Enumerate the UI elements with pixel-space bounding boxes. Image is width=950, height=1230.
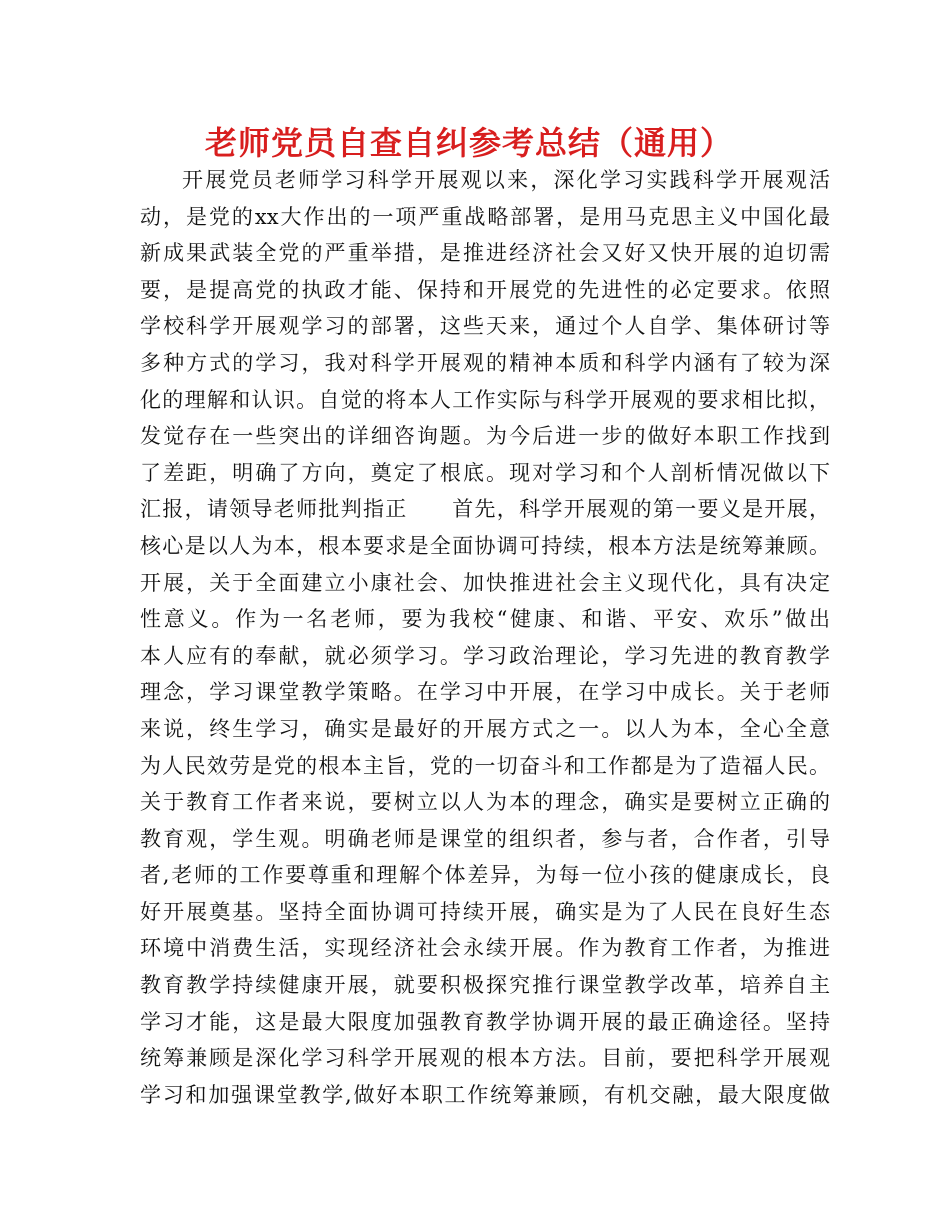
- body-line: 开展党员老师学习科学开展观以来，深化学习实践科学开展观活: [182, 168, 830, 192]
- body-line: 学校科学开展观学习的部署，这些天来，通过个人自学、集体研讨等: [140, 314, 830, 339]
- body-line: 者,老师的工作要尊重和理解个体差异，为每一位小孩的健康成长，良: [140, 863, 830, 888]
- body-line: 新成果武装全党的严重举措，是推进经济社会又好又快开展的迫切需: [140, 241, 830, 266]
- body-line: 了差距，明确了方向，奠定了根底。现对学习和个人剖析情况做以下: [140, 460, 830, 485]
- body-line: 开展，关于全面建立小康社会、加快推进社会主义现代化，具有决定: [140, 570, 830, 595]
- body-line: 关于教育工作者来说，要树立以人为本的理念，确实是要树立正确的: [140, 790, 830, 815]
- body-line: 教育观，学生观。明确老师是课堂的组织者，参与者，合作者，引导: [140, 826, 830, 851]
- document-title: 老师党员自查自纠参考总结（通用）: [204, 124, 733, 162]
- body-line: 核心是以人为本，根本要求是全面协调可持续，根本方法是统筹兼顾。: [140, 533, 830, 558]
- body-line: 汇报，请领导老师批判指正 首先，科学开展观的第一要义是开展，: [140, 497, 830, 522]
- body-line: 统筹兼顾是深化学习科学开展观的根本方法。目前，要把科学开展观: [140, 1046, 830, 1071]
- body-line: 性意义。作为一名老师，要为我校“健康、和谐、平安、欢乐”做出: [140, 607, 830, 632]
- body-line: 环境中消费生活，实现经济社会永续开展。作为教育工作者，为推进: [140, 936, 830, 961]
- body-line: 发觉存在一些突出的详细咨询题。为今后进一步的做好本职工作找到: [140, 424, 830, 449]
- body-line: 本人应有的奉献，就必须学习。学习政治理论，学习先进的教育教学: [140, 643, 830, 668]
- body-line: 动，是党的xx大作出的一项严重战略部署，是用马克思主义中国化最: [140, 204, 830, 229]
- body-line: 教育教学持续健康开展，就要积极探究推行课堂教学改革，培养自主: [140, 973, 830, 998]
- body-line: 为人民效劳是党的根本主旨，党的一切奋斗和工作都是为了造福人民。: [140, 753, 830, 778]
- body-line: 要，是提高党的执政才能、保持和开展党的先进性的必定要求。依照: [140, 277, 830, 302]
- body-line: 来说，终生学习，确实是最好的开展方式之一。以人为本，全心全意: [140, 716, 830, 741]
- document-body: [140, 162, 830, 1113]
- body-line: 多种方式的学习，我对科学开展观的精神本质和科学内涵有了较为深: [140, 350, 830, 375]
- body-line: 化的理解和认识。自觉的将本人工作实际与科学开展观的要求相比拟，: [140, 387, 830, 412]
- body-line: 理念，学习课堂教学策略。在学习中开展，在学习中成长。关于老师: [140, 680, 830, 705]
- body-line: 学习和加强课堂教学,做好本职工作统筹兼顾，有机交融，最大限度做: [140, 1082, 830, 1107]
- body-line: 学习才能，这是最大限度加强教育教学协调开展的最正确途径。坚持: [140, 1009, 830, 1034]
- body-line: 好开展奠基。坚持全面协调可持续开展，确实是为了人民在良好生态: [140, 899, 830, 924]
